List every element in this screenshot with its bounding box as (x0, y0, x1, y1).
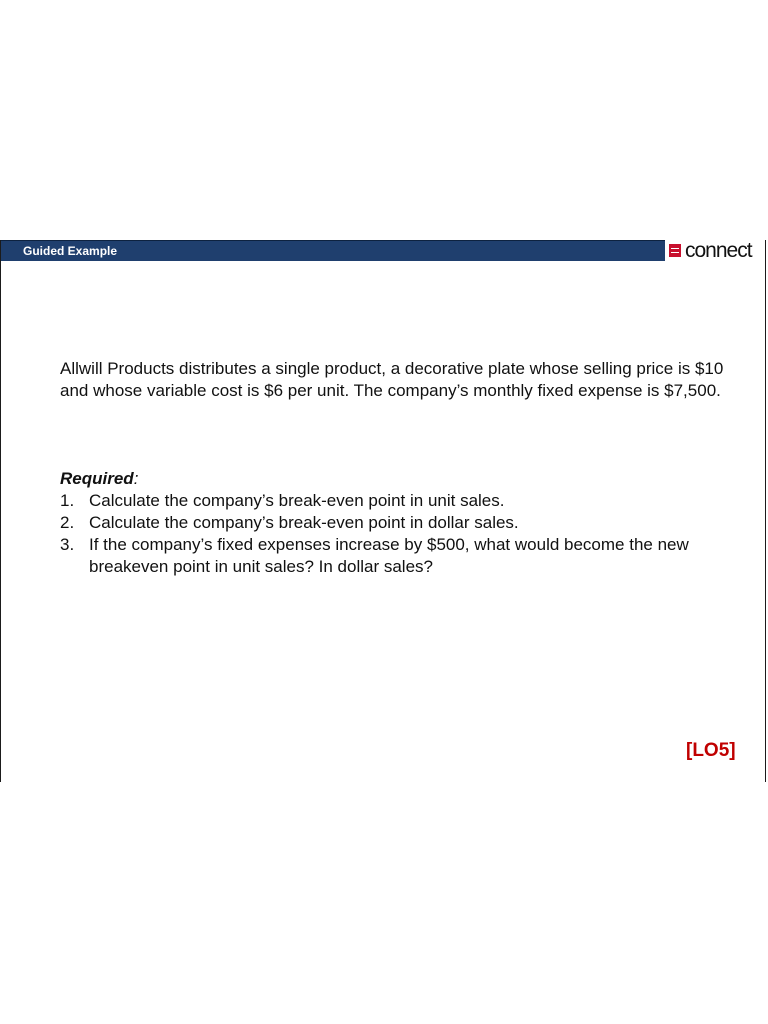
required-colon: : (133, 469, 139, 488)
header-bar (1, 240, 665, 261)
list-item-number: 2. (60, 513, 75, 532)
list-item-text: Calculate the company’s break-even point in unit sales. (89, 491, 505, 510)
list-item-text: Calculate the company’s break-even point in dollar sales. (89, 513, 519, 532)
list-item (60, 490, 750, 512)
learning-objective-tag: [LO5] (686, 740, 736, 761)
required-heading (60, 468, 138, 490)
list-item (60, 512, 750, 534)
requirements-list (60, 490, 750, 578)
list-item-number: 1. (60, 491, 75, 510)
brand-name: connect (685, 239, 752, 262)
connect-logo (669, 240, 752, 261)
list-item-number: 3. (60, 535, 75, 554)
header-title: Guided Example (23, 244, 118, 258)
mcgraw-hill-logo-icon (669, 244, 681, 257)
list-item-text: If the company’s fixed expenses increase by $500, what would become the new breakeven point in unit sales? In dollar sales? (89, 535, 689, 576)
list-item (60, 534, 750, 578)
required-label: Required (60, 469, 134, 488)
problem-statement: Allwill Products distributes a single product, a decorative plate whose selling price is $10 and whose variable cost is $6 per unit. The company’s monthly fixed expense is $7,500. (60, 359, 724, 400)
slide (0, 240, 766, 782)
